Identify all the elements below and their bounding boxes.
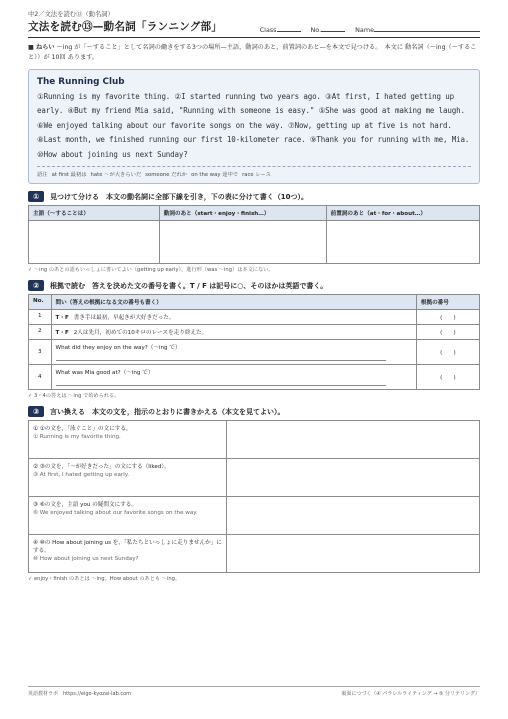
question-text: 書き手は最初，早起きが大好きだった。 <box>73 315 175 322</box>
section-2-header <box>28 280 480 291</box>
rewrite-instruction: ① ①の文を，「泳ぐこと」の文にする。 <box>33 426 132 433</box>
table-row <box>29 325 480 340</box>
table-row <box>29 535 480 573</box>
column-header-after-preposition: 前置詞のあと（at・for・about…） <box>326 206 479 221</box>
section-1-title: 見つけて分ける 本文の動名詞に全部下線を引き，下の表に分けて書く（10つ）。 <box>50 192 308 201</box>
rewrite-prompt <box>29 535 227 573</box>
student-info <box>260 26 480 34</box>
glossary-label: 語注 <box>37 172 48 179</box>
column-header-subject: 主語（～することは） <box>29 206 160 221</box>
question-cell <box>51 325 416 340</box>
glossary-item: race レース <box>242 172 271 179</box>
true-false-choice[interactable]: T・F <box>55 315 69 322</box>
rewrite-instruction: ④ ⑩の How about joining us を，「私たちといっしょに走りませんか」にする。 <box>33 540 222 555</box>
title-row <box>28 19 480 38</box>
page-title: 文法を読む⑬—動名詞「ランニング部」 <box>28 21 223 33</box>
footer-site: 英語教材ラボ https://eigo-kyozai-lab.com <box>28 691 132 697</box>
passage-text: ①Running is my favorite thing. ②I started running two years ago. ③At first, I hated getting up early. ④But my friend Mia said, "Running with someone is easy." ⑤She was good at making me laugh. ⑥We enjoyed talking about our favorite songs on the way. ⑦Now, getting up at five is not hard. ⑧Last month, we finished running our first 10-kilometer race. ⑨Thank you for running with me, Mia. ⑩How about joining us next Sunday? <box>37 92 470 159</box>
aim-label: ■ ねらい <box>28 44 55 51</box>
question-text: 2人は先月，初めての10キロのレースを走り終えた。 <box>73 330 208 337</box>
row-number: 1 <box>29 310 52 325</box>
rewrite-prompt <box>29 497 227 535</box>
evidence-table <box>28 294 480 390</box>
answer-line[interactable] <box>56 385 386 386</box>
section-2-note: ✓ 3・4の答えは ～ing で始められる。 <box>28 393 120 400</box>
glossary-item: on the way 途中で <box>191 172 239 179</box>
answer-line[interactable] <box>56 360 386 361</box>
section-3-title: 言い換える 本文の文を，指示のとおりに書きかえる（本文を見てよい）。 <box>50 407 285 416</box>
section-3-number: ③ <box>28 406 44 417</box>
glossary-item: someone だれか <box>145 172 188 179</box>
section-1-number: ① <box>28 191 44 202</box>
column-header-question: 問い（答えの根拠になる文の番号も書く） <box>51 295 416 310</box>
answer-cell-after-preposition[interactable] <box>326 221 479 264</box>
row-number: 4 <box>29 365 52 390</box>
section-1-header <box>28 191 480 202</box>
reading-passage <box>28 69 480 184</box>
table-row <box>29 310 480 325</box>
passage-title: The Running Club <box>37 77 125 87</box>
evidence-answer-cell[interactable]: ( ) <box>416 365 479 390</box>
source-sentence: ⑩ How about joining us next Sunday? <box>33 556 139 563</box>
rewrite-prompt <box>29 421 227 459</box>
rewrite-prompt <box>29 459 227 497</box>
question-cell <box>51 310 416 325</box>
table-row <box>29 459 480 497</box>
source-sentence: ③ At first, I hated getting up early. <box>33 472 130 479</box>
page-footer <box>28 686 480 697</box>
table-row <box>29 340 480 365</box>
rewrite-instruction: ② ③の文を，「～が好きだった」の文にする（liked）。 <box>33 464 170 471</box>
row-number: 3 <box>29 340 52 365</box>
section-2-number: ② <box>28 280 44 291</box>
section-3-header <box>28 406 480 417</box>
rewrite-table <box>28 420 480 573</box>
source-sentence: ① Running is my favorite thing. <box>33 434 121 441</box>
rewrite-answer-cell[interactable] <box>227 459 480 497</box>
section-3-note: ✓ enjoy・finish のあとは ～ing。How about のあとも ～ing。 <box>28 576 181 583</box>
aim-text: ～ing が「～すること」として名詞の働きをする3つの場所—主語，動詞のあと，前置詞のあと—を本文で見つける。 本文に 動名詞（～ing（～すること））が 10回 あります。 <box>28 44 477 61</box>
question-cell <box>51 365 416 390</box>
gerund-sort-table <box>28 205 480 264</box>
section-1-note: ✓ ～ing のあとの語もいっしょに書いてよい（getting up early）。進行形（was ～ing）は本文にない。 <box>28 267 274 274</box>
row-number: 2 <box>29 325 52 340</box>
glossary <box>37 166 471 178</box>
section-2-title: 根拠で読む 答えを決めた文の番号を書く。T / F は記号に○、そのほかは英語で書く。 <box>50 281 328 290</box>
question-text: What did they enjoy on the way?（～ing で） <box>55 345 181 352</box>
glossary-item: hate ～が大きらいだ <box>90 172 142 179</box>
question-cell <box>51 340 416 365</box>
aim-statement <box>28 43 480 63</box>
name-field[interactable]: Name <box>355 26 480 34</box>
evidence-answer-cell[interactable]: ( ) <box>416 340 479 365</box>
column-header-after-verb: 動詞のあと（start・enjoy・finish…） <box>159 206 326 221</box>
column-header-evidence: 根拠の番号 <box>416 295 479 310</box>
column-header-no: No. <box>29 295 52 310</box>
footer-continued: 裏面につづく（④ パラレルライティング → ⑤ 分リテリング） <box>341 691 480 697</box>
question-text: What was Mia good at?（～ing で） <box>55 370 154 377</box>
answer-cell-after-verb[interactable] <box>159 221 326 264</box>
evidence-answer-cell[interactable]: ( ) <box>416 325 479 340</box>
table-row <box>29 421 480 459</box>
rewrite-answer-cell[interactable] <box>227 497 480 535</box>
rewrite-instruction: ③ ⑥の文を，主語 you の疑問文にする。 <box>33 502 137 509</box>
evidence-answer-cell[interactable]: ( ) <box>416 310 479 325</box>
number-field[interactable]: No. <box>311 26 346 34</box>
table-row <box>29 365 480 390</box>
worksheet-kicker: 中2／文法を読む⑬（動名詞） <box>28 11 114 18</box>
class-field[interactable]: Class <box>260 26 301 34</box>
answer-cell-subject[interactable] <box>29 221 160 264</box>
true-false-choice[interactable]: T・F <box>55 330 69 337</box>
table-row <box>29 497 480 535</box>
rewrite-answer-cell[interactable] <box>227 421 480 459</box>
rewrite-answer-cell[interactable] <box>227 535 480 573</box>
source-sentence: ⑥ We enjoyed talking about our favorite songs on the way. <box>33 510 198 517</box>
glossary-item: at first 最初は <box>51 172 87 179</box>
